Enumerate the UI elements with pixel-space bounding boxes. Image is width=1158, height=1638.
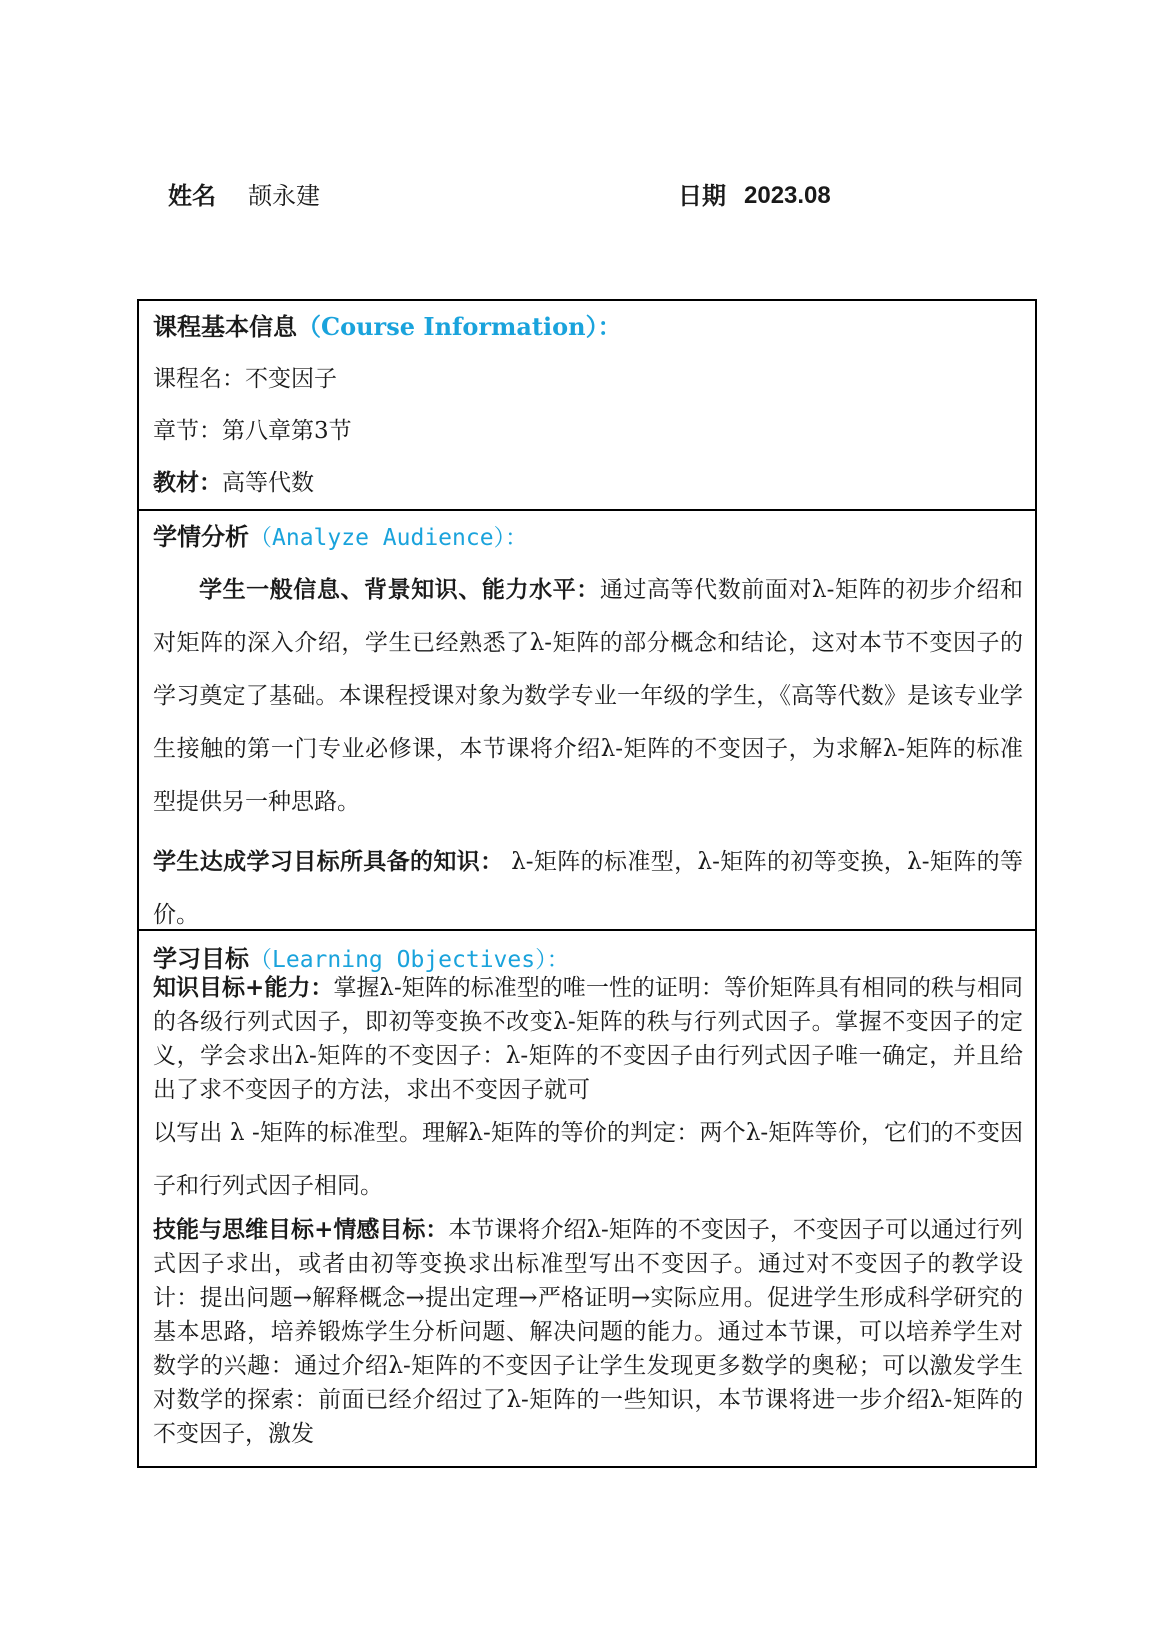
chapter-row xyxy=(153,405,1023,457)
audience-knowledge-paragraph xyxy=(153,835,1023,942)
date-value: 2023.08 xyxy=(744,182,831,209)
audience-analysis-section xyxy=(139,511,1035,931)
textbook-label: 教材： xyxy=(153,469,222,496)
course-info-title xyxy=(153,301,1023,353)
chapter-value: 第八章第3节 xyxy=(222,418,352,444)
knowledge-objective-label: 知识目标+能力： xyxy=(153,974,334,1001)
knowledge-objective-text-a: 掌握λ-矩阵的标准型的唯一性的证明：等价矩阵具有相同的秩与相同的各级行列式因子，即初等变换不改变λ-矩阵的秩与行列式因子。掌握不变因子的定义，学会求出λ-矩阵的不变因子：λ-矩阵的不变因子由行列式因子唯一确定，并且给出了求不变因子的方法，求出不变因子就可 xyxy=(153,975,1023,1103)
course-name-value: 不变因子 xyxy=(245,366,337,392)
audience-knowledge-text: λ-矩阵的标准型，λ-矩阵的初等变换，λ-矩阵的等价。 xyxy=(153,849,1023,928)
header-row xyxy=(0,176,1158,216)
name-value: 颉永建 xyxy=(248,182,320,210)
knowledge-objective-paragraph-b xyxy=(153,1107,1023,1213)
course-info-title-en: （Course Information）： xyxy=(297,312,622,341)
course-name-row xyxy=(153,353,1023,405)
course-info-section xyxy=(139,301,1035,511)
knowledge-objective-text-b: 以写出 λ -矩阵的标准型。理解λ-矩阵的等价的判定：两个λ-矩阵等价，它们的不变因子和行列式因子相同。 xyxy=(153,1120,1023,1199)
course-name-label: 课程名： xyxy=(153,366,245,392)
audience-title-en: （Analyze Audience）： xyxy=(249,525,529,551)
knowledge-objective-paragraph-a xyxy=(153,971,1023,1107)
audience-title-zh: 学情分析 xyxy=(153,522,249,551)
audience-background-text: 通过高等代数前面对λ-矩阵的初步介绍和对矩阵的深入介绍，学生已经熟悉了λ-矩阵的部分概念和结论，这对本节不变因子的学习奠定了基础。本课程授课对象为数学专业一年级的学生，《高等代数》是该专业学生接触的第一门专业必修课，本节课将介绍λ-矩阵的不变因子，为求解λ-矩阵的标准型提供另一种思路。 xyxy=(153,577,1023,815)
chapter-label: 章节： xyxy=(153,418,222,444)
audience-background-label: 学生一般信息、背景知识、能力水平： xyxy=(199,576,600,603)
audience-title xyxy=(153,511,1023,563)
name-label: 姓名 xyxy=(168,182,216,210)
objectives-title xyxy=(153,931,1023,971)
learning-objectives-section xyxy=(139,931,1035,1468)
objectives-title-zh: 学习目标 xyxy=(153,944,249,973)
lesson-info-table xyxy=(137,299,1037,1468)
textbook-value: 高等代数 xyxy=(222,470,314,496)
skill-objective-paragraph xyxy=(153,1213,1023,1451)
objectives-title-en: （Learning Objectives）： xyxy=(249,947,570,973)
skill-objective-label: 技能与思维目标+情感目标： xyxy=(153,1216,449,1243)
audience-background-paragraph xyxy=(153,563,1023,829)
date-label: 日期 xyxy=(678,182,726,210)
course-info-title-zh: 课程基本信息 xyxy=(153,312,297,341)
skill-objective-text: 本节课将介绍λ-矩阵的不变因子，不变因子可以通过行列式因子求出，或者由初等变换求出标准型写出不变因子。通过对不变因子的教学设计：提出问题→解释概念→提出定理→严格证明→实际应用。促进学生形成科学研究的基本思路，培养锻炼学生分析问题、解决问题的能力。通过本节课，可以培养学生对数学的兴趣：通过介绍λ-矩阵的不变因子让学生发现更多数学的奥秘；可以激发学生对数学的探索：前面已经介绍过了λ-矩阵的一些知识，本节课将进一步介绍λ-矩阵的不变因子，激发 xyxy=(153,1217,1023,1447)
audience-knowledge-label: 学生达成学习目标所具备的知识： xyxy=(153,848,504,875)
textbook-row xyxy=(153,457,1023,509)
